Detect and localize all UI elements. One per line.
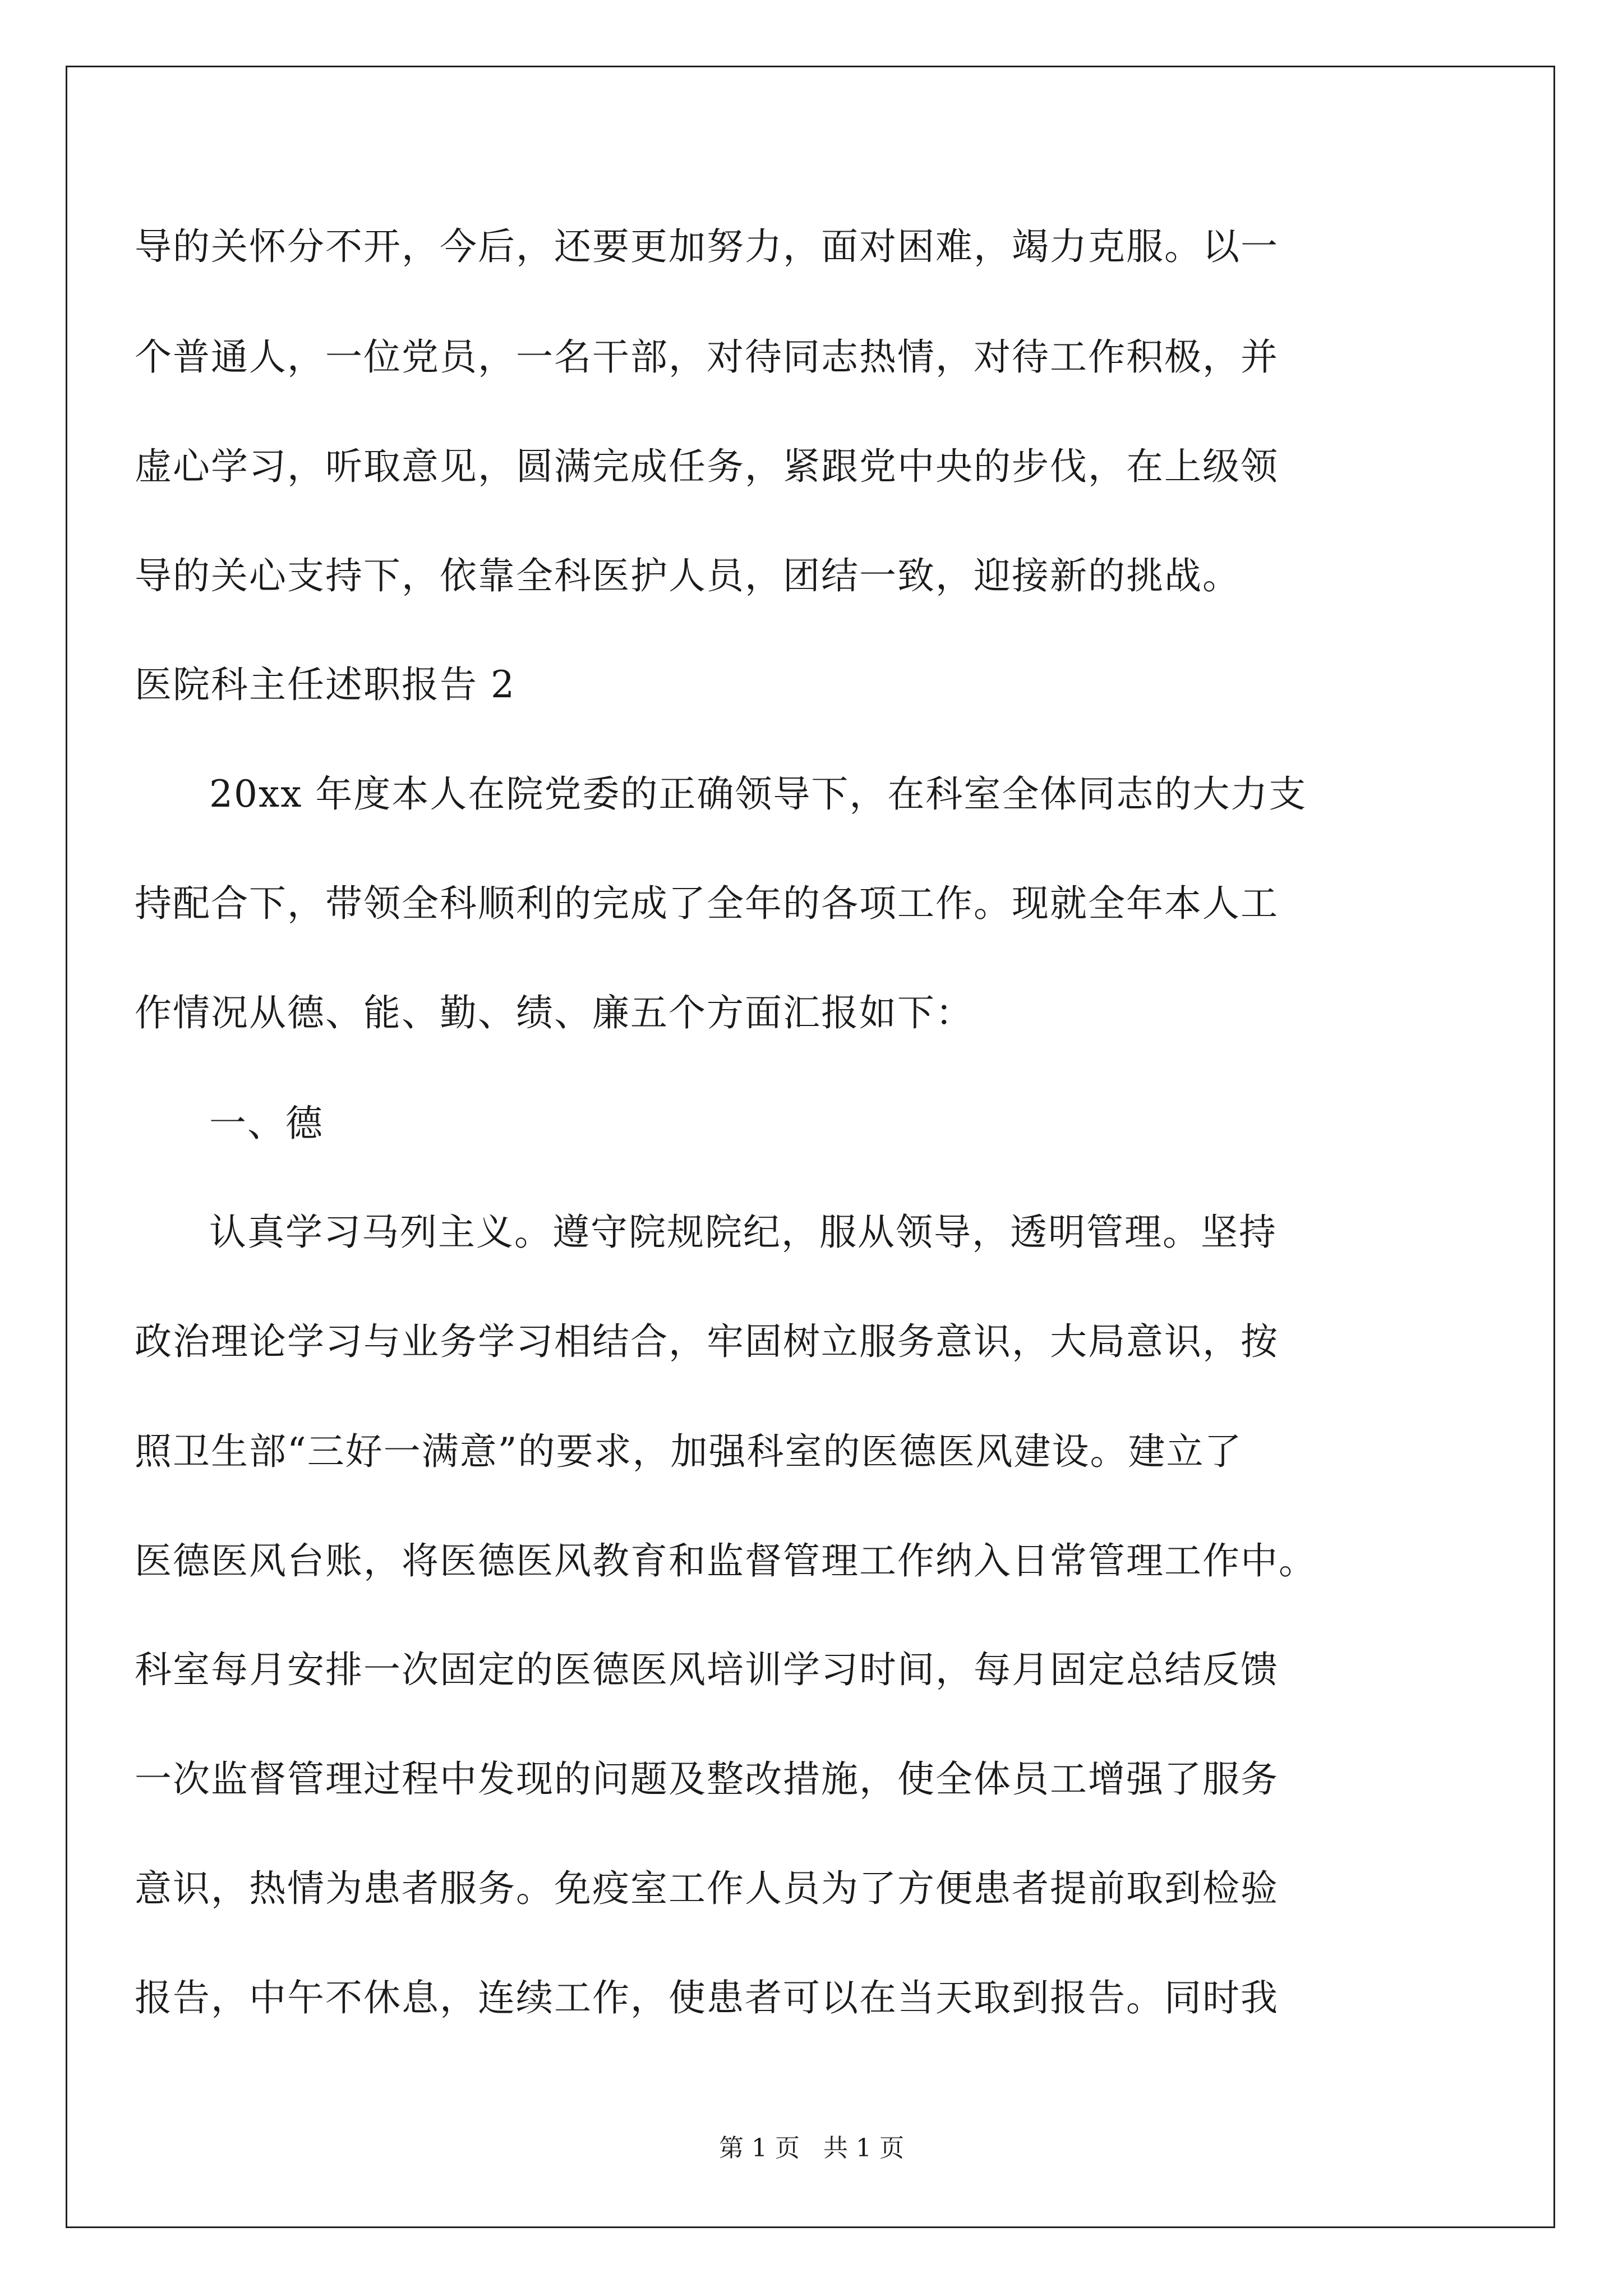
text-line: 科室每月安排一次固定的医德医风培训学习时间，每月固定总结反馈 (135, 1648, 1279, 1691)
text-line: 导的关心支持下，依靠全科医护人员，团结一致，迎接新的挑战。 (135, 554, 1241, 597)
text-line: 虚心学习，听取意见，圆满完成任务，紧跟党中央的步伐，在上级领 (135, 445, 1279, 488)
text-line: 持配合下，带领全科顺利的完成了全年的各项工作。现就全年本人工 (135, 882, 1279, 925)
text-line: 20xx 年度本人在院党委的正确领导下，在科室全体同志的大力支 (209, 772, 1307, 816)
text-line: 照卫生部“三好一满意”的要求，加强科室的医德医风建设。建立了 (135, 1430, 1243, 1473)
section-heading: 医院科主任述职报告 2 (135, 663, 515, 706)
text-line: 作情况从德、能、勤、绩、廉五个方面汇报如下： (135, 991, 974, 1034)
text-line: 医德医风台账，将医德医风教育和监督管理工作纳入日常管理工作中。 (135, 1539, 1317, 1582)
text-line: 报告，中午不休息，连续工作，使患者可以在当天取到报告。同时我 (135, 1976, 1279, 2019)
text-line: 导的关怀分不开，今后，还要更加努力，面对困难，竭力克服。以一 (135, 225, 1279, 268)
text-line: 一次监督管理过程中发现的问题及整改措施，使全体员工增强了服务 (135, 1757, 1279, 1801)
subsection-heading: 一、德 (209, 1102, 324, 1145)
text-line: 认真学习马列主义。遵守院规院纪，服从领导，透明管理。坚持 (209, 1211, 1277, 1254)
text-line: 政治理论学习与业务学习相结合，牢固树立服务意识，大局意识，按 (135, 1320, 1279, 1363)
text-line: 意识，热情为患者服务。免疫室工作人员为了方便患者提前取到检验 (135, 1867, 1279, 1910)
text-line: 个普通人，一位党员，一名干部，对待同志热情，对待工作积极，并 (135, 335, 1279, 379)
page-footer: 第 1 页 共 1 页 (719, 2134, 904, 2162)
